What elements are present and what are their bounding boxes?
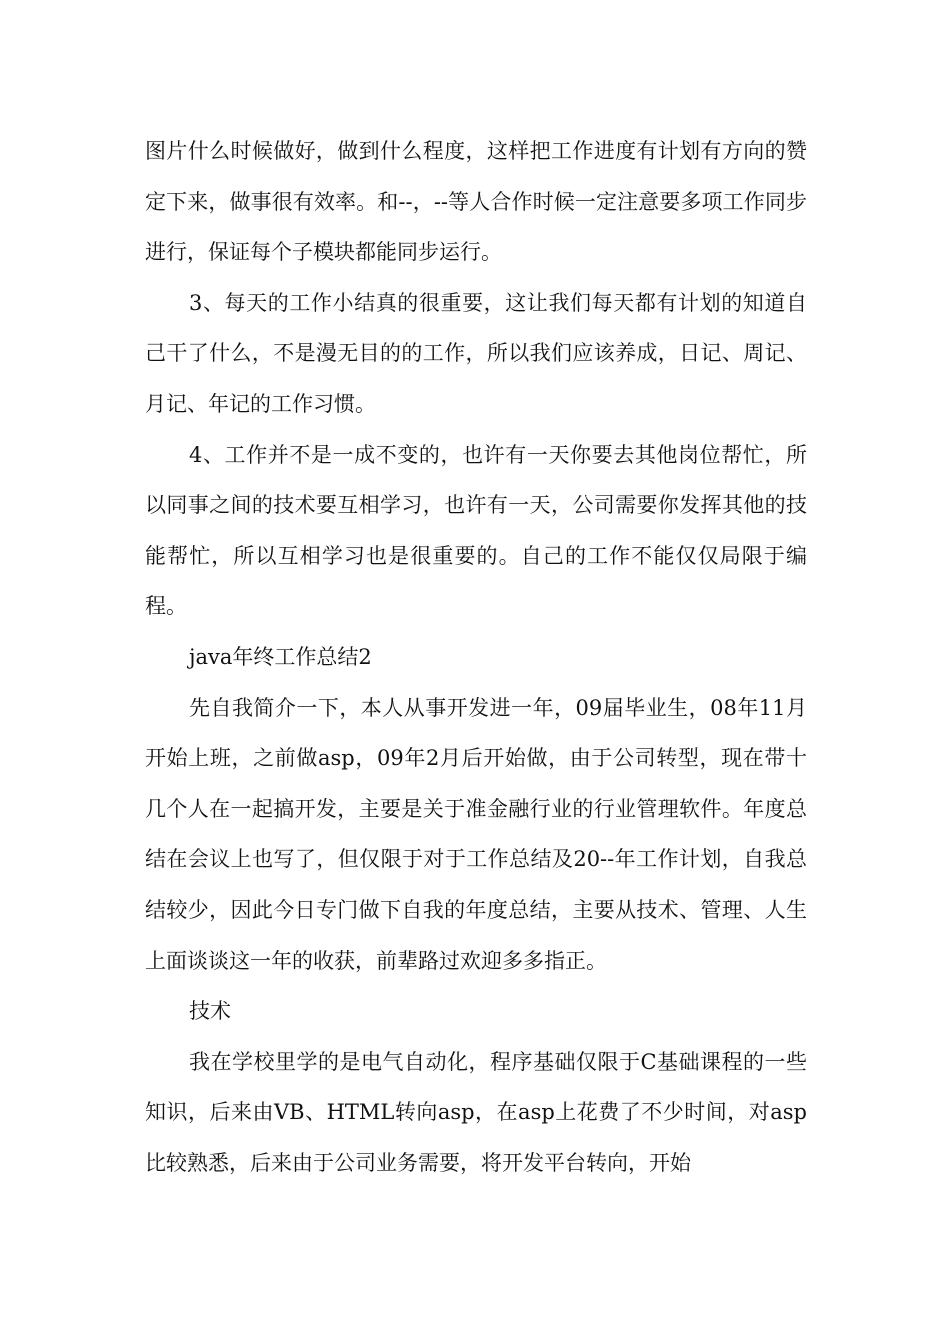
paragraph-item-4: 4、工作并不是一成不变的，也许有一天你要去其他岗位帮忙，所以同事之间的技术要互相学习，也许有一天，公司需要你发挥其他的技能帮忙，所以互相学习也是很重要的。自己的工作不能仅仅局限于编程。 (145, 442, 807, 619)
subheading-technology: 技术 (189, 999, 231, 1024)
paragraph-introduction: 先自我简介一下，本人从事开发进一年，09届毕业生，08年11月开始上班，之前做asp，09年2月后开始做，由于公司转型，现在带十几个人在一起搞开发，主要是关于准金融行业的行业管理软件。年度总结在会议上也写了，但仅限于对于工作总结及20--年工作计划，自我总结较少，因此今日专门做下自我的年度总结，主要从技术、管理、人生上面谈谈这一年的收获，前辈路过欢迎多多指正。 (145, 695, 807, 973)
section-title: java年终工作总结2 (189, 644, 372, 669)
paragraph-technology: 我在学校里学的是电气自动化，程序基础仅限于C基础课程的一些知识，后来由VB、HTML转向asp，在asp上花费了不少时间，对asp比较熟悉，后来由于公司业务需要，将开发平台转向，开始 (145, 1049, 807, 1175)
paragraph-continuation: 图片什么时候做好，做到什么程度，这样把工作进度有计划有方向的赞定下来，做事很有效率。和--，--等人合作时候一定注意要多项工作同步进行，保证每个子模块都能同步运行。 (145, 139, 807, 265)
document-body (145, 126, 807, 1188)
paragraph-item-3: 3、每天的工作小结真的很重要，这让我们每天都有计划的知道自己干了什么，不是漫无目的的工作，所以我们应该养成，日记、周记、月记、年记的工作习惯。 (145, 290, 807, 416)
